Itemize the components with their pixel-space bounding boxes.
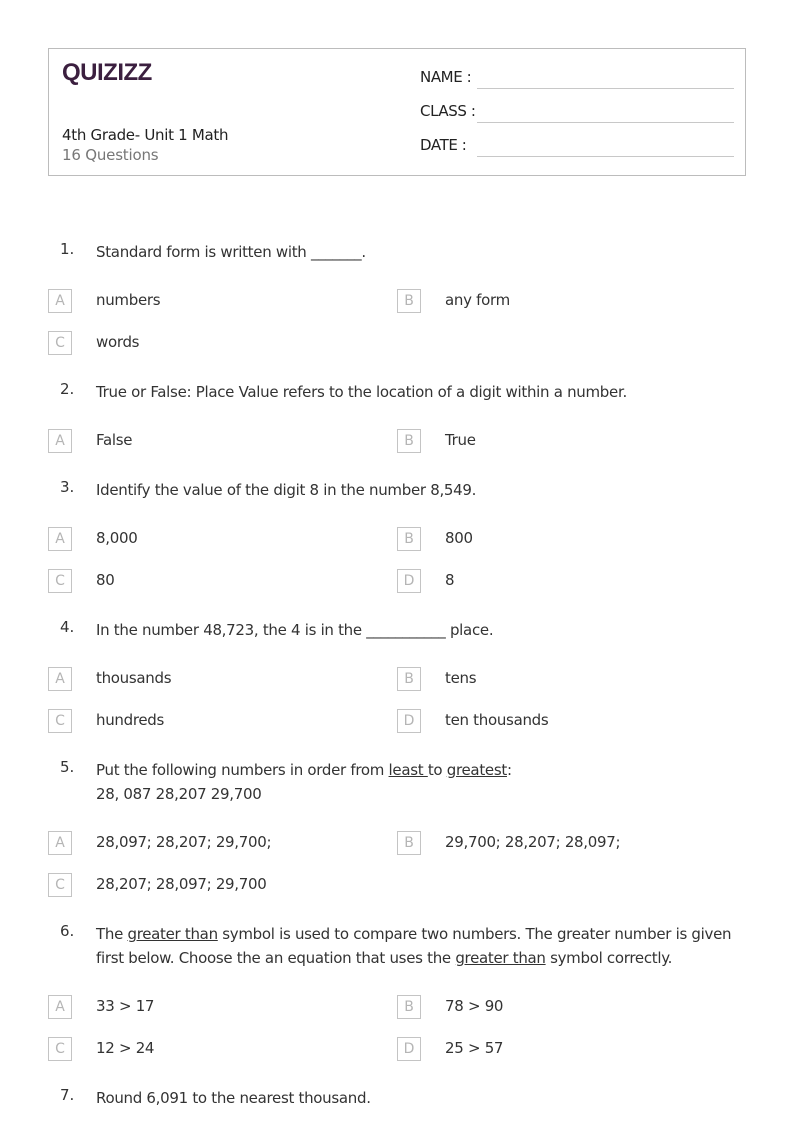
- question-number: 7.: [60, 1086, 75, 1104]
- option-text: thousands: [96, 669, 172, 687]
- question-text: True or False: Place Value refers to the location of a digit within a number.: [96, 383, 627, 401]
- option-letter-box: D: [397, 569, 421, 593]
- option-letter-box: B: [397, 995, 421, 1019]
- question-number: 3.: [60, 478, 75, 496]
- option-letter-box: B: [397, 429, 421, 453]
- option-text: True: [445, 431, 476, 449]
- option-text: False: [96, 431, 133, 449]
- option-text: any form: [445, 291, 510, 309]
- question-number: 2.: [60, 380, 75, 398]
- class-line[interactable]: [477, 122, 734, 123]
- quiz-title: 4th Grade- Unit 1 Math: [62, 126, 229, 144]
- question-text: In the number 48,723, the 4 is in the ___________ place.: [96, 621, 494, 639]
- text-segment: Put the following numbers in order from: [96, 761, 389, 779]
- option-letter-box: A: [48, 831, 72, 855]
- option-letter-box: A: [48, 289, 72, 313]
- option-letter-box: A: [48, 995, 72, 1019]
- date-line[interactable]: [477, 156, 734, 157]
- option-text: 8,000: [96, 529, 138, 547]
- option-text: hundreds: [96, 711, 165, 729]
- question-text: Round 6,091 to the nearest thousand.: [96, 1089, 371, 1107]
- option-text: 29,700; 28,207; 28,097;: [445, 833, 621, 851]
- option-text: 800: [445, 529, 473, 547]
- option-text: 12 > 24: [96, 1039, 155, 1057]
- option-text: tens: [445, 669, 477, 687]
- question-text: [96, 922, 756, 970]
- option-letter-box: C: [48, 709, 72, 733]
- question-text: Identify the value of the digit 8 in the number 8,549.: [96, 481, 477, 499]
- option-text: 28,097; 28,207; 29,700;: [96, 833, 272, 851]
- date-label: DATE :: [420, 136, 467, 154]
- option-letter-box: D: [397, 1037, 421, 1061]
- question-count: 16 Questions: [62, 146, 159, 164]
- option-letter-box: B: [397, 527, 421, 551]
- question-number: 4.: [60, 618, 75, 636]
- question-number: 6.: [60, 922, 75, 940]
- option-letter-box: C: [48, 331, 72, 355]
- text-segment: :: [506, 761, 512, 779]
- numbers-line: 28, 087 28,207 29,700: [96, 785, 262, 803]
- option-text: 80: [96, 571, 115, 589]
- quizizz-logo: QUIZIZZ: [62, 59, 152, 86]
- option-letter-box: B: [397, 831, 421, 855]
- underlined-greatest: greatest: [446, 761, 507, 779]
- option-letter-box: B: [397, 289, 421, 313]
- name-label: NAME :: [420, 68, 472, 86]
- option-text: 8: [445, 571, 455, 589]
- option-letter-box: C: [48, 1037, 72, 1061]
- underlined-greater-than: greater than: [127, 925, 218, 943]
- text-segment: symbol is used to compare two numbers. The greater number is given first below. Choose the an equation that uses the: [96, 925, 732, 967]
- option-text: numbers: [96, 291, 161, 309]
- option-text: 33 > 17: [96, 997, 155, 1015]
- option-text: 78 > 90: [445, 997, 504, 1015]
- option-text: 28,207; 28,097; 29,700: [96, 875, 267, 893]
- underlined-least: least: [388, 761, 428, 779]
- text-segment: to: [427, 761, 447, 779]
- option-letter-box: C: [48, 569, 72, 593]
- option-letter-box: A: [48, 429, 72, 453]
- option-text: words: [96, 333, 140, 351]
- class-label: CLASS :: [420, 102, 476, 120]
- option-letter-box: B: [397, 667, 421, 691]
- question-number: 1.: [60, 240, 75, 258]
- question-number: 5.: [60, 758, 75, 776]
- worksheet-header: [48, 48, 746, 176]
- option-letter-box: A: [48, 527, 72, 551]
- question-text: Standard form is written with _______.: [96, 243, 366, 261]
- date-field[interactable]: [420, 136, 734, 158]
- name-field[interactable]: [420, 68, 734, 90]
- option-letter-box: D: [397, 709, 421, 733]
- option-text: ten thousands: [445, 711, 549, 729]
- text-segment: symbol correctly.: [545, 949, 673, 967]
- underlined-greater-than: greater than: [455, 949, 546, 967]
- text-segment: The: [96, 925, 128, 943]
- name-line[interactable]: [477, 88, 734, 89]
- class-field[interactable]: [420, 102, 734, 124]
- question-text: [96, 758, 756, 806]
- option-letter-box: C: [48, 873, 72, 897]
- option-letter-box: A: [48, 667, 72, 691]
- option-text: 25 > 57: [445, 1039, 504, 1057]
